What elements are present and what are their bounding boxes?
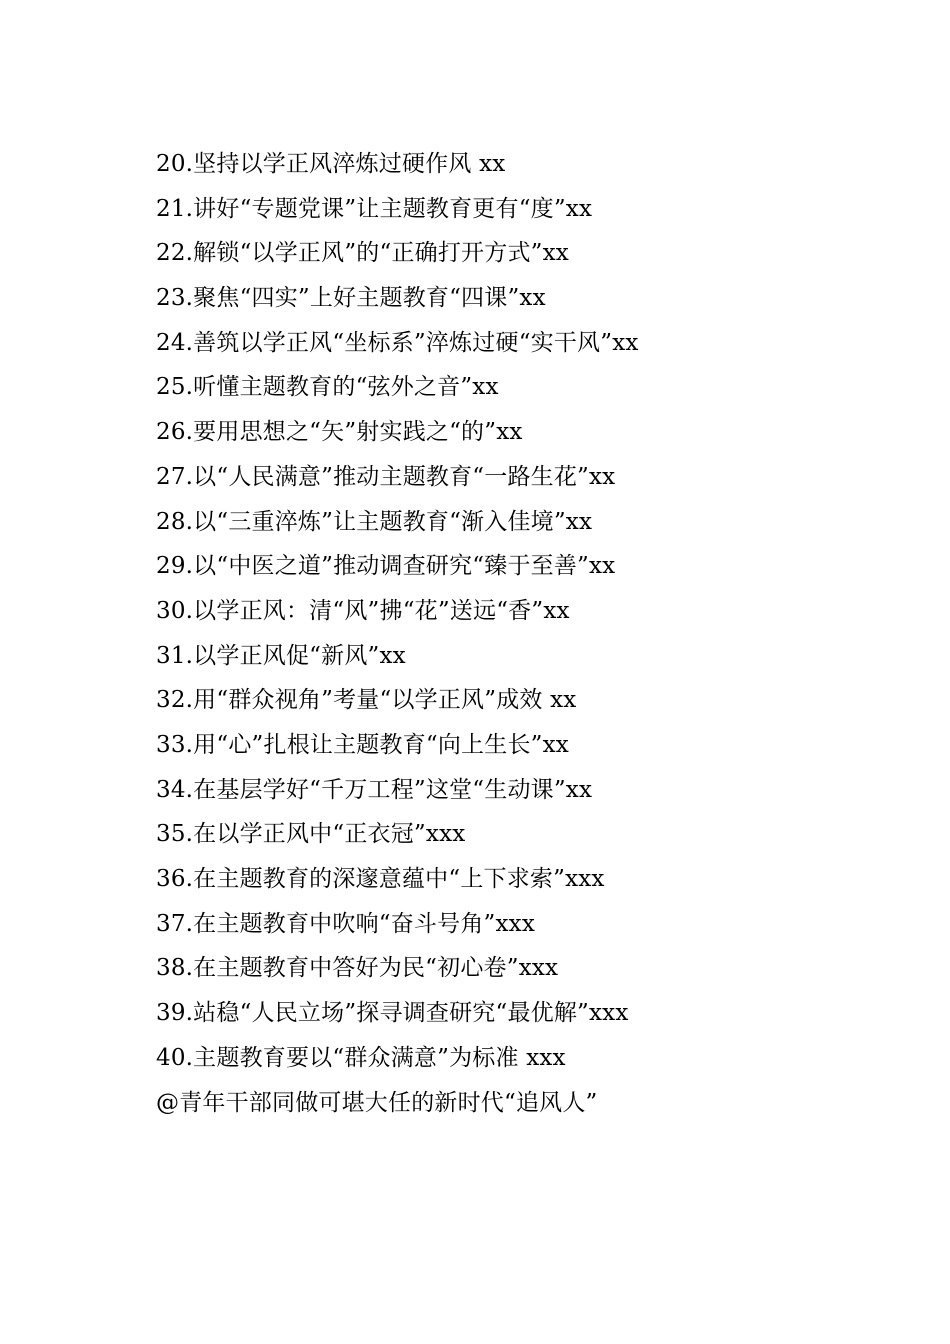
list-item: 29.以“中医之道”推动调查研究“臻于至善”xx	[156, 553, 616, 580]
list-item: 28.以“三重淬炼”让主题教育“渐入佳境”xx	[156, 508, 593, 535]
list-item: 39.站稳“人民立场”探寻调查研究“最优解”xxx	[156, 1000, 629, 1027]
list-item: 35.在以学正风中“正衣冠”xxx	[156, 821, 466, 848]
list-item: 34.在基层学好“千万工程”这堂“生动课”xx	[156, 776, 593, 803]
list-item: 25.听懂主题教育的“弦外之音”xx	[156, 374, 499, 401]
list-item: 36.在主题教育的深邃意蕴中“上下求索”xxx	[156, 866, 605, 892]
list-item: 20.坚持以学正风淬炼过硬作风 xx	[156, 151, 506, 177]
article-title-list	[156, 142, 916, 1080]
closing-title: @青年干部同做可堪大任的新时代“追风人”	[156, 1090, 598, 1116]
list-item: 23.聚焦“四实”上好主题教育“四课”xx	[156, 285, 546, 312]
list-item: 24.善筑以学正风“坐标系”淬炼过硬“实干风”xx	[156, 329, 639, 356]
list-item: 30.以学正风：清“风”拂“花”送远“香”xx	[156, 597, 570, 624]
list-item: 33.用“心”扎根让主题教育“向上生长”xx	[156, 731, 569, 758]
list-item: 21.讲好“专题党课”让主题教育更有“度”xx	[156, 195, 593, 222]
list-item: 22.解锁“以学正风”的“正确打开方式”xx	[156, 240, 569, 267]
list-item: 32.用“群众视角”考量“以学正风”成效 xx	[156, 687, 577, 714]
list-item: 40.主题教育要以“群众满意”为标准 xxx	[156, 1044, 566, 1071]
list-item: 27.以“人民满意”推动主题教育“一路生花”xx	[156, 463, 616, 490]
list-item: 38.在主题教育中答好为民“初心卷”xxx	[156, 955, 559, 982]
list-item: 26.要用思想之“矢”射实践之“的”xx	[156, 419, 523, 446]
list-item: 31.以学正风促“新风”xx	[156, 642, 406, 669]
list-item: 37.在主题教育中吹响“奋斗号角”xxx	[156, 910, 536, 937]
